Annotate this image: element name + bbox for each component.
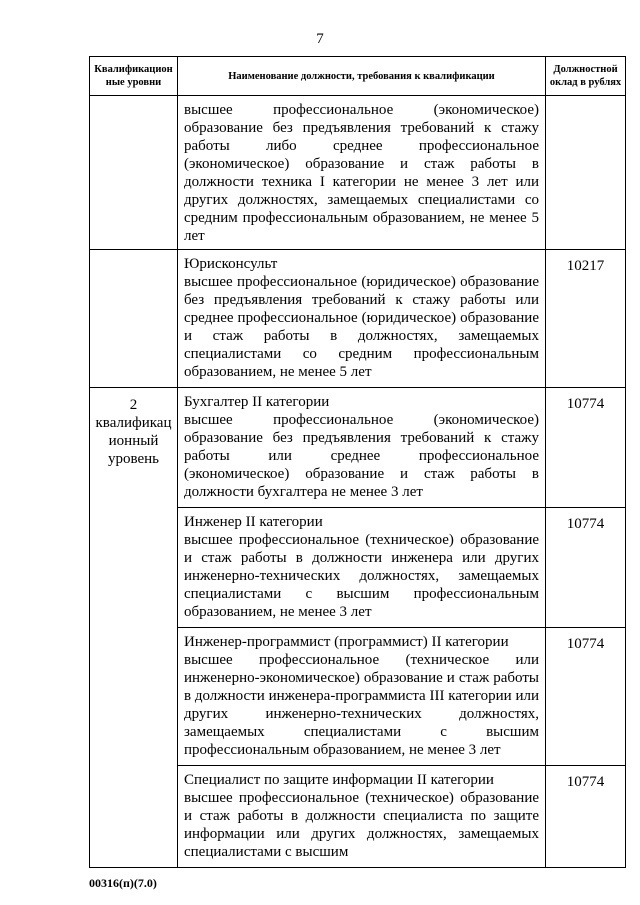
header-salary: Должностной оклад в рублях bbox=[546, 57, 626, 96]
salary-cell: 10774 bbox=[546, 388, 626, 508]
salary-cell bbox=[546, 96, 626, 250]
position-title: Специалист по защите информации II категории bbox=[184, 772, 494, 788]
table-row bbox=[90, 96, 626, 250]
salary-cell: 10774 bbox=[546, 508, 626, 628]
position-requirements: высшее профессиональное (юридическое) образование без предъявления требований к стажу работы или среднее профессиональное (юридическое) образование и стаж работы в должностях, замещаемых специалистами со средним профессиональным образованием, не менее 5 лет bbox=[184, 274, 539, 380]
position-title: Инженер-программист (программист) II категории bbox=[184, 634, 509, 650]
position-requirements: высшее профессиональное (техническое) образование и стаж работы в должности инженера или других инженерно-технических должностях, замещаемых специалистами с высшим профессиональным образованием, не менее 3 лет bbox=[184, 532, 539, 620]
position-requirements: высшее профессиональное (экономическое) образование без предъявления требований к стажу работы или среднее профессиональное (экономическое) образование и стаж работы в должности бухгалтера не менее 3 лет bbox=[184, 412, 539, 500]
position-cell bbox=[178, 766, 546, 868]
table-row bbox=[90, 388, 626, 508]
header-position: Наименование должности, требования к квалификации bbox=[178, 57, 546, 96]
level-cell bbox=[90, 96, 178, 250]
position-cell bbox=[178, 628, 546, 766]
salary-cell: 10217 bbox=[546, 250, 626, 388]
position-cell bbox=[178, 388, 546, 508]
position-title: Инженер II категории bbox=[184, 514, 323, 530]
position-requirements: высшее профессиональное (техническое) образование и стаж работы в должности специалиста по защите информации или других должностях, замещаемых специалистами с высшим bbox=[184, 790, 539, 860]
salary-cell: 10774 bbox=[546, 766, 626, 868]
position-title: Бухгалтер II категории bbox=[184, 394, 330, 410]
qualification-table bbox=[89, 56, 626, 868]
table-header-row bbox=[90, 57, 626, 96]
position-cell bbox=[178, 508, 546, 628]
table-row bbox=[90, 250, 626, 388]
level-cell bbox=[90, 250, 178, 388]
level-cell: 2 квалификац ионный уровень bbox=[90, 388, 178, 868]
header-level: Квалификацион ные уровни bbox=[90, 57, 178, 96]
position-cell bbox=[178, 250, 546, 388]
position-cell bbox=[178, 96, 546, 250]
salary-cell: 10774 bbox=[546, 628, 626, 766]
position-requirements: высшее профессиональное (техническое или инженерно-экономическое) образование и стаж работы в должности инженера-программиста III категории или других инженерно-технических должностях, замещаемых специалистами с высшим профессиональным образованием, не менее 3 лет bbox=[184, 652, 539, 758]
document-code: 00316(п)(7.0) bbox=[89, 876, 157, 890]
page-number: 7 bbox=[316, 31, 324, 47]
position-title: Юрисконсульт bbox=[184, 256, 278, 272]
position-requirements: высшее профессиональное (экономическое) образование без предъявления требований к стажу работы либо среднее профессиональное (экономическое) образование и стаж работы в должности техника I категории не менее 3 лет или других должностях, замещаемых специалистами со средним профессиональным образованием, не менее 5 лет bbox=[184, 102, 539, 244]
